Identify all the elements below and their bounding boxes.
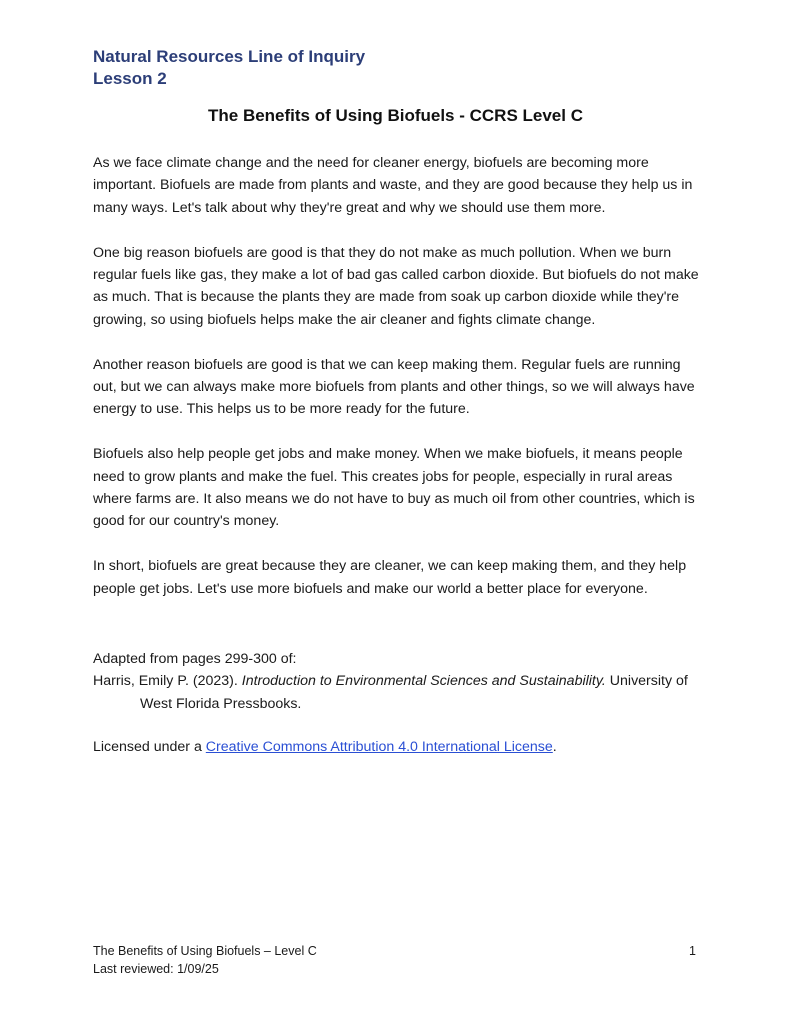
license-suffix: . — [552, 739, 557, 755]
license-line — [93, 736, 557, 758]
footer-document-title: The Benefits of Using Biofuels – Level C — [93, 944, 317, 958]
citation-intro: Adapted from pages 299-300 of: — [93, 651, 297, 667]
citation-author: Harris, Emily P. (2023). — [93, 673, 242, 690]
footer-last-reviewed: Last reviewed: 1/09/25 — [93, 962, 219, 976]
document-title: The Benefits of Using Biofuels - CCRS Level C — [208, 106, 583, 125]
citation-reference — [93, 670, 705, 715]
paragraph-intro: As we face climate change and the need for cleaner energy, biofuels are becoming more important. Biofuels are made from plants and waste, and they are good because they help us in many ways. Let's talk about why they're great and why we should use them more. — [93, 155, 693, 216]
line-of-inquiry-heading: Natural Resources Line of Inquiry — [93, 47, 366, 66]
lesson-number-heading: Lesson 2 — [93, 69, 167, 88]
lesson-header — [93, 46, 365, 90]
page-footer — [93, 942, 317, 978]
paragraph-conclusion: In short, biofuels are great because they are cleaner, we can keep making them, and they help people get jobs. Let's use more biofuels and make our world a better place for everyone. — [93, 558, 687, 597]
citation-book-title: Introduction to Environmental Sciences and Sustainability. — [241, 673, 606, 690]
article-body — [93, 152, 705, 622]
page-number: 1 — [689, 944, 696, 958]
paragraph-renewable: Another reason biofuels are good is that we can keep making them. Regular fuels are running out, but we can always make more biofuels from plants and other things, so we will always have energy to use. This helps us to be more ready for the future. — [93, 356, 695, 418]
license-prefix: Licensed under a — [93, 739, 206, 755]
paragraph-pollution: One big reason biofuels are good is that they do not make as much pollution. When we burn regular fuels like gas, they make a lot of bad gas called carbon dioxide. But biofuels do not make as much. That is because the plants they are made from soak up carbon dioxide while they're growing, so using biofuels helps make the air cleaner and fights climate change. — [93, 244, 699, 328]
citation-publisher: University of West Florida Pressbooks. — [140, 673, 688, 712]
license-link[interactable]: Creative Commons Attribution 4.0 International License — [205, 739, 553, 755]
paragraph-jobs: Biofuels also help people get jobs and make money. When we make biofuels, it means people need to grow plants and make the fuel. This creates jobs for people, especially in rural areas where farms are. It also means we do not have to buy as much oil from other countries, which is good for our country's money. — [93, 446, 695, 530]
citation-block — [93, 648, 705, 715]
